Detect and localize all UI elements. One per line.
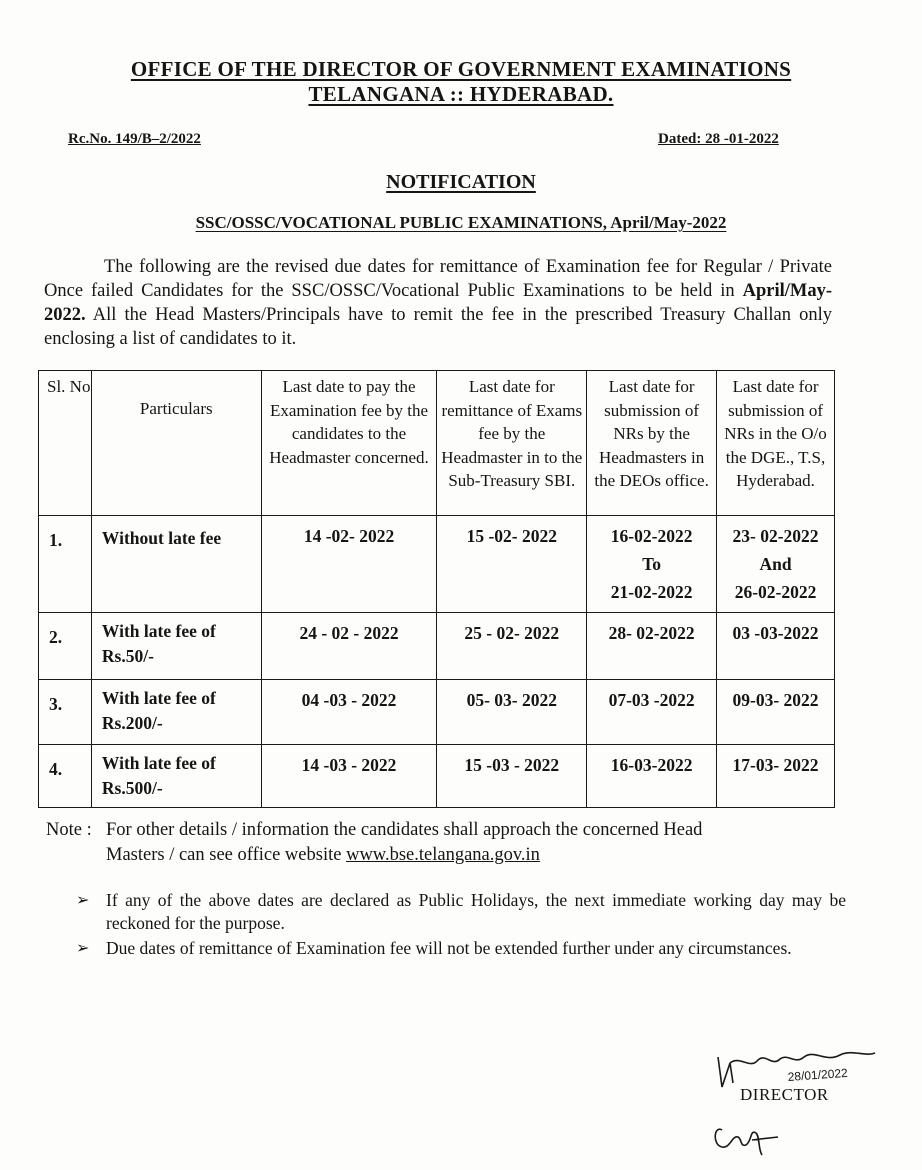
signature-date: 28/01/2022 xyxy=(787,1065,849,1084)
row-date-deo: 28- 02-2022 xyxy=(587,613,717,680)
dge-date-1: 23- 02-2022 xyxy=(732,526,819,546)
row-number: 1. xyxy=(39,516,92,613)
reference-number: Rc.No. 149/B–2/2022 xyxy=(68,131,201,147)
subject-heading xyxy=(0,213,922,233)
note-section xyxy=(46,818,846,868)
row-number: 3. xyxy=(39,680,92,745)
table-row xyxy=(39,680,835,745)
note-text-2: Masters / can see office website xyxy=(106,845,347,865)
row-particulars: With late fee of Rs.50/- xyxy=(91,613,261,680)
row-number: 2. xyxy=(39,613,92,680)
row-number: 4. xyxy=(39,745,92,808)
bullet-text: If any of the above dates are declared as Public Holidays, the next immediate working day may be reckoned for the purpose. xyxy=(106,890,846,933)
office-title xyxy=(0,57,922,107)
row-date-treasury: 05- 03- 2022 xyxy=(437,680,587,745)
header-dge-submission-date: Last date for submission of NRs in the O/o the DGE., T.S, Hyderabad. xyxy=(717,371,835,516)
row-date-deo: 16-03-2022 xyxy=(587,745,717,808)
deo-date-to: 21-02-2022 xyxy=(610,582,693,602)
bullet-item xyxy=(76,889,846,935)
arrowhead-bullet-icon: ➢ xyxy=(76,892,90,909)
dge-date-2: 26-02-2022 xyxy=(734,582,817,602)
header-deo-submission-date: Last date for submission of NRs by the Headmasters in the DEOs office. xyxy=(587,371,717,516)
table-row xyxy=(39,516,835,613)
bullet-item xyxy=(76,937,846,960)
row-date-dge: 17-03- 2022 xyxy=(717,745,835,808)
director-signature xyxy=(700,1045,900,1165)
row-date-candidate: 24 - 02 - 2022 xyxy=(261,613,437,680)
row-date-candidate: 14 -02- 2022 xyxy=(261,516,437,613)
header-particulars: Particulars xyxy=(91,371,261,516)
row-particulars: With late fee of Rs.500/- xyxy=(91,745,261,808)
para-end: All the Head Masters/Principals have to remit the fee in the prescribed Treasury Challan only enclosing a list of candidates to it. xyxy=(44,305,832,349)
row-date-dge xyxy=(717,516,835,613)
para-bold: April/May- 2022. xyxy=(44,281,832,325)
row-date-deo: 07-03 -2022 xyxy=(587,680,717,745)
table-row xyxy=(39,613,835,680)
row-date-dge: 09-03- 2022 xyxy=(717,680,835,745)
office-line-2: TELANGANA :: HYDERABAD. xyxy=(308,82,614,106)
header-candidate-fee-date: Last date to pay the Examination fee by the candidates to the Headmaster concerned. xyxy=(261,371,437,516)
row-date-candidate: 04 -03 - 2022 xyxy=(261,680,437,745)
row-particulars: With late fee of Rs.200/- xyxy=(91,680,261,745)
note-label: Note : xyxy=(46,820,92,840)
row-date-treasury: 15 -02- 2022 xyxy=(437,516,587,613)
subject-title: SSC/OSSC/VOCATIONAL PUBLIC EXAMINATIONS, April/May-2022 xyxy=(195,213,727,232)
para-start: The following are the revised due dates for remittance of Examination fee for Regular / Private Once failed Candidates for the SSC/OSSC/Vocational Public Examinations to be held in xyxy=(44,257,832,301)
office-line-1: OFFICE OF THE DIRECTOR OF GOVERNMENT EXAMINATIONS xyxy=(130,57,792,81)
header-treasury-remittance-date: Last date for remittance of Exams fee by the Headmaster in to the Sub-Treasury SBI. xyxy=(437,371,587,516)
row-date-treasury: 25 - 02- 2022 xyxy=(437,613,587,680)
director-title: DIRECTOR xyxy=(740,1085,829,1104)
row-particulars: Without late fee xyxy=(91,516,261,613)
row-date-deo xyxy=(587,516,717,613)
bullet-text: Due dates of remittance of Examination fee will not be extended further under any circumstances. xyxy=(106,938,792,958)
notification-title: NOTIFICATION xyxy=(386,171,536,193)
date-line: Dated: 28 -01-2022 xyxy=(658,131,779,147)
dge-date-and-word: And xyxy=(759,554,792,574)
note-text-1: For other details / information the candidates shall approach the concerned Head xyxy=(106,820,703,840)
deo-date-from: 16-02-2022 xyxy=(610,526,693,546)
row-date-treasury: 15 -03 - 2022 xyxy=(437,745,587,808)
header-sl-no: Sl. No xyxy=(39,371,92,516)
deo-date-to-word: To xyxy=(642,554,662,574)
table-header-row xyxy=(39,371,835,516)
table-row xyxy=(39,745,835,808)
row-date-candidate: 14 -03 - 2022 xyxy=(261,745,437,808)
intro-paragraph xyxy=(44,255,832,351)
website-link[interactable]: www.bse.telangana.gov.in xyxy=(346,845,540,865)
arrowhead-bullet-icon: ➢ xyxy=(76,940,90,957)
fee-dates-table xyxy=(38,370,835,808)
row-date-dge: 03 -03-2022 xyxy=(717,613,835,680)
notification-heading xyxy=(0,171,922,194)
